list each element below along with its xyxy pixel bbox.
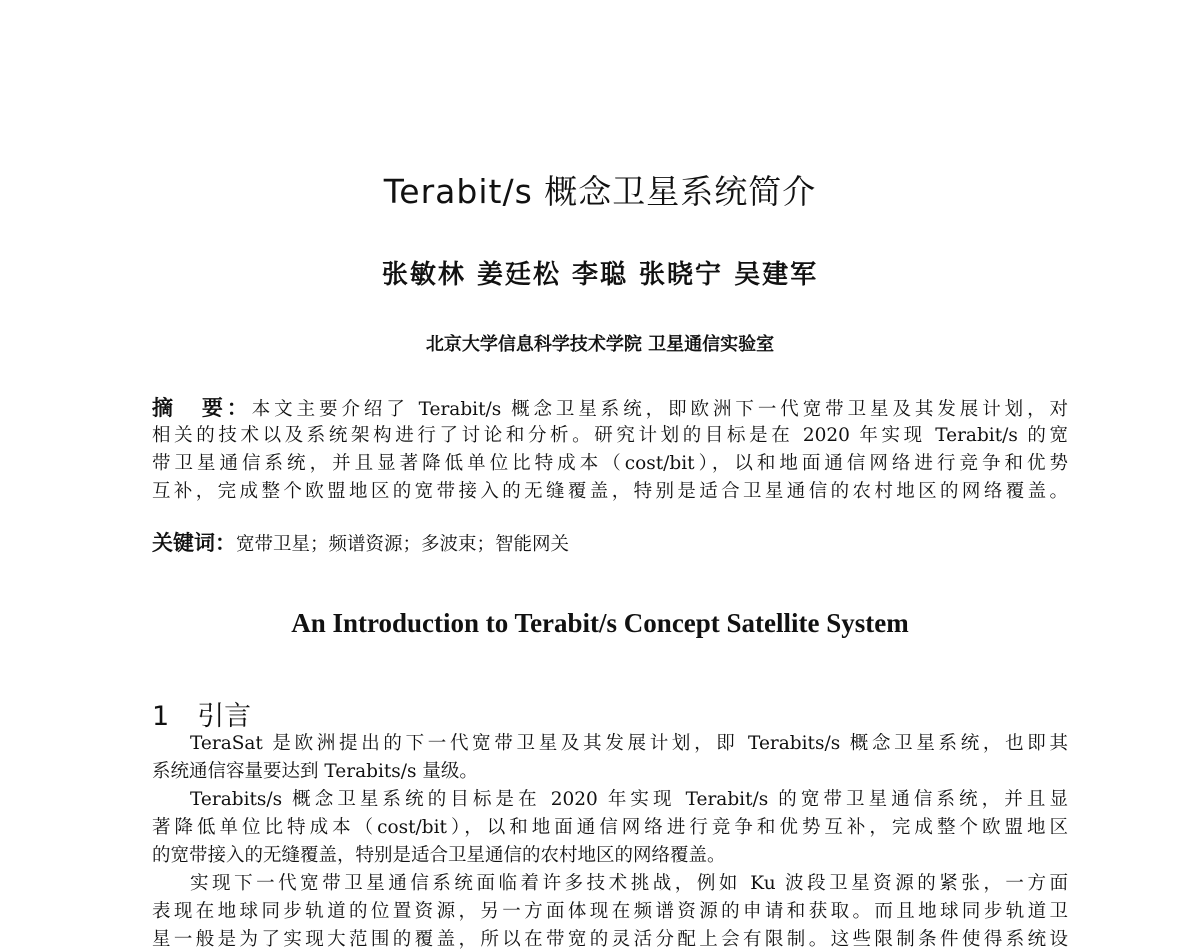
body-line: 系统通信容量要达到 Terabits/s 量级。 [152,761,478,782]
abstract-line: 相关的技术以及系统架构进行了讨论和分析。研究计划的目标是在 2020 年实现 Terabit/s 的宽 [152,425,1068,446]
body-line: TeraSat 是欧洲提出的下一代宽带卫星及其发展计划，即 Terabits/s 概念卫星系统，也即其 [190,733,1068,754]
abstract-label: 摘 要： [152,395,252,420]
keywords [152,531,1068,557]
abstract-line: 互补，完成整个欧盟地区的宽带接入的无缝覆盖，特别是适合卫星通信的农村地区的网络覆盖。 [152,481,1068,502]
body-line: 的宽带接入的无缝覆盖，特别是适合卫星通信的农村地区的网络覆盖。 [152,845,726,866]
keywords-text: 宽带卫星；频谱资源；多波束；智能网关 [236,534,570,555]
affiliation: 北京大学信息科学技术学院 卫星通信实验室 [425,334,775,355]
section-title: 引言 [197,701,252,732]
section-heading [152,694,251,733]
body-line: 星一般是为了实现大范围的覆盖，所以在带宽的灵活分配上会有限制。这些限制条件使得系统设 [152,929,1068,950]
english-title: An Introduction to Terabit/s Concept Satellite System [291,608,909,638]
authors: 张敏林 姜廷松 李聪 张晓宁 吴建军 [381,260,819,290]
body-line: 实现下一代宽带卫星通信系统面临着许多技术挑战，例如 Ku 波段卫星资源的紧张，一方面 [190,873,1068,894]
section-number: 1 [152,701,170,732]
body-line: 表现在地球同步轨道的位置资源，另一方面体现在频谱资源的申请和获取。而且地球同步轨道卫 [152,901,1068,922]
abstract-line: 摘 要：本文主要介绍了 Terabit/s 概念卫星系统，即欧洲下一代宽带卫星及其发展计划，对 [152,395,1068,420]
paper-title: Terabit/s 概念卫星系统简介 [383,172,817,211]
keywords-label: 关键词： [152,530,236,555]
body-line: 著降低单位比特成本（cost/bit），以和地面通信网络进行竞争和优势互补，完成整个欧盟地区 [152,817,1068,838]
abstract-line: 带卫星通信系统，并且显著降低单位比特成本（cost/bit），以和地面通信网络进行竞争和优势 [152,453,1068,474]
body-line: Terabits/s 概念卫星系统的目标是在 2020 年实现 Terabit/s 的宽带卫星通信系统，并且显 [190,789,1068,810]
